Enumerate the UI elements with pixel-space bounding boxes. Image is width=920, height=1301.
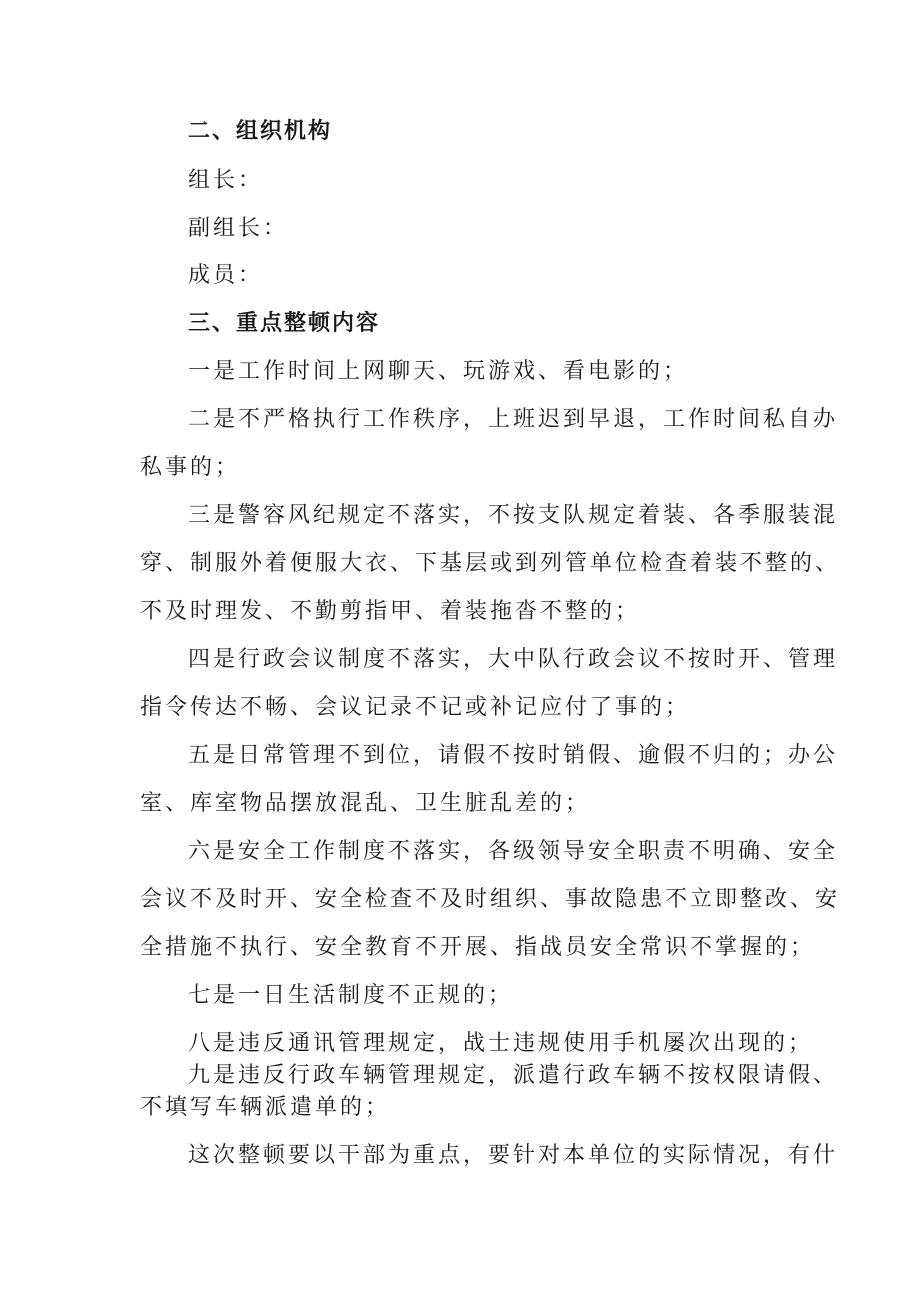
members-line: 成员： <box>188 263 264 288</box>
section-heading-rectification: 三、重点整顿内容 <box>188 311 381 336</box>
paragraph-line: 六是安全工作制度不落实，各级领导安全职责不明确、安全 <box>188 839 839 864</box>
paragraph-line: 会议不及时开、安全检查不及时组织、事故隐患不立即整改、安 <box>140 887 841 912</box>
paragraph-line: 五是日常管理不到位，请假不按时销假、逾假不归的；办公 <box>188 743 839 768</box>
paragraph-line: 全措施不执行、安全教育不开展、指战员安全常识不掌握的； <box>140 935 816 960</box>
paragraph-line: 室、库室物品摆放混乱、卫生脏乱差的； <box>140 791 591 816</box>
paragraph-line: 穿、制服外着便服大衣、下基层或到列管单位检查着装不整的、 <box>140 551 841 576</box>
paragraph-line: 四是行政会议制度不落实，大中队行政会议不按时开、管理 <box>188 647 839 672</box>
paragraph-line: 不及时理发、不勤剪指甲、着装拖沓不整的； <box>140 599 641 624</box>
section-heading-organization: 二、组织机构 <box>188 119 333 144</box>
paragraph-line: 九是违反行政车辆管理规定，派遣行政车辆不按权限请假、 <box>188 1063 839 1088</box>
paragraph-line: 私事的； <box>140 455 241 480</box>
paragraph-line: 三是警容风纪规定不落实，不按支队规定着装、各季服装混 <box>188 503 839 528</box>
paragraph-line: 二是不严格执行工作秩序，上班迟到早退，工作时间私自办 <box>188 407 839 432</box>
paragraph-line: 八是违反通讯管理规定，战士违规使用手机屡次出现的； <box>188 1031 814 1056</box>
team-leader-line: 组长： <box>188 168 264 193</box>
paragraph-line: 不填写车辆派遣单的； <box>140 1095 391 1120</box>
paragraph-line: 七是一日生活制度不正规的； <box>188 983 514 1008</box>
paragraph-line: 一是工作时间上网聊天、玩游戏、看电影的； <box>188 359 689 384</box>
paragraph-line: 指令传达不畅、会议记录不记或补记应付了事的； <box>140 695 691 720</box>
paragraph-line: 这次整顿要以干部为重点，要针对本单位的实际情况，有什 <box>188 1143 839 1168</box>
deputy-leader-line: 副组长： <box>188 216 289 241</box>
